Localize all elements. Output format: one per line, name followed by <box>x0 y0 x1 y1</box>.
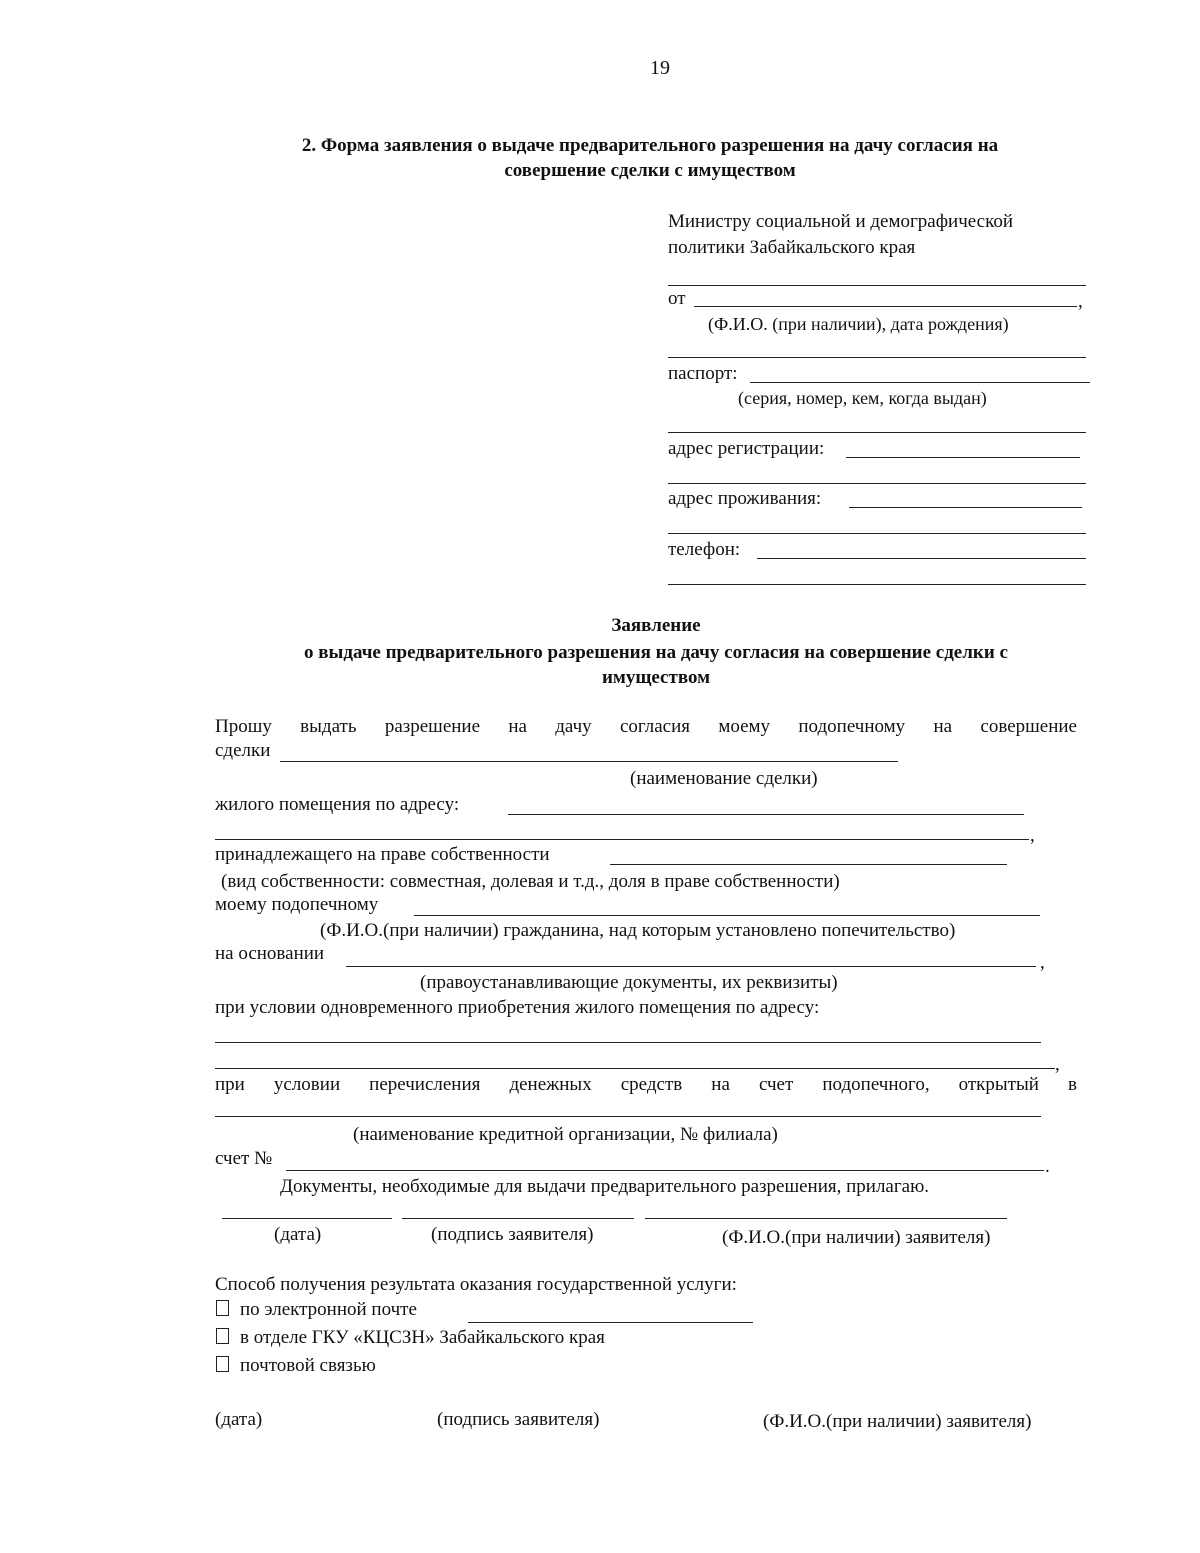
delivery-title: Способ получения результата оказания государственной услуги: <box>215 1274 737 1295</box>
live-address-field[interactable] <box>849 507 1082 508</box>
request-word: моему <box>718 716 771 737</box>
statement-title: Заявление <box>611 615 701 636</box>
transfer-word: условии <box>273 1074 341 1095</box>
transfer-word: подопечного, <box>822 1074 930 1095</box>
passport-hint: (серия, номер, кем, когда выдан) <box>738 388 987 408</box>
premises-label: жилого помещения по адресу: <box>215 794 460 815</box>
reg-address-label: адрес регистрации: <box>668 438 825 459</box>
deal-name-field[interactable] <box>280 761 898 762</box>
transfer-word: перечисления <box>369 1074 481 1095</box>
name-hint-2: (Ф.И.О.(при наличии) заявителя) <box>763 1411 1032 1432</box>
request-word: дачу <box>555 716 592 737</box>
bank-name-field[interactable] <box>215 1116 1041 1117</box>
comma: , <box>1055 1054 1060 1075</box>
date-hint: (дата) <box>274 1224 322 1245</box>
delivery-post-checkbox[interactable] <box>216 1356 229 1372</box>
delivery-email-checkbox[interactable] <box>216 1300 229 1316</box>
basis-field[interactable] <box>346 966 1036 967</box>
documents-text: Документы, необходимые для выдачи предварительного разрешения, прилагаю. <box>280 1176 930 1197</box>
comma: , <box>1030 825 1035 846</box>
date-hint-2: (дата) <box>215 1409 263 1430</box>
premises-address-field-continued[interactable] <box>215 839 1029 840</box>
delivery-office-checkbox[interactable] <box>216 1328 229 1344</box>
date-field[interactable] <box>222 1218 392 1219</box>
transfer-word: открытый <box>958 1074 1039 1095</box>
account-label: счет № <box>215 1148 273 1169</box>
delivery-post-label: почтовой связью <box>240 1355 376 1376</box>
deal-label: сделки <box>215 740 271 761</box>
bank-hint: (наименование кредитной организации, № филиала) <box>353 1124 778 1145</box>
delivery-office-label: в отделе ГКУ «КЦСЗН» Забайкальского края <box>240 1327 605 1348</box>
form-heading-line2: совершение сделки с имуществом <box>504 160 796 181</box>
statement-subtitle-line1: о выдаче предварительного разрешения на дачу согласия на совершение сделки с <box>304 642 1008 663</box>
reg-address-field-continued[interactable] <box>668 483 1086 484</box>
transfer-word: при <box>215 1074 245 1095</box>
delivery-email-label: по электронной почте <box>240 1299 417 1320</box>
transfer-line <box>215 1075 1077 1094</box>
transfer-word: денежных <box>509 1074 592 1095</box>
ward-hint: (Ф.И.О.(при наличии) гражданина, над которым установлено попечительство) <box>320 920 956 941</box>
ward-label: моему подопечному <box>215 894 379 915</box>
name-hint: (Ф.И.О.(при наличии) заявителя) <box>722 1227 991 1248</box>
premises-address-field[interactable] <box>508 814 1024 815</box>
account-number-field[interactable] <box>286 1170 1044 1171</box>
comma: , <box>1040 952 1045 973</box>
phone-field-continued[interactable] <box>668 584 1086 585</box>
ownership-label: принадлежащего на праве собственности <box>215 844 550 865</box>
acquisition-address-field-continued[interactable] <box>215 1068 1055 1069</box>
request-word: согласия <box>619 716 691 737</box>
request-word: на <box>508 716 527 737</box>
request-word: Прошу <box>215 716 272 737</box>
passport-label: паспорт: <box>668 363 738 384</box>
live-address-field-continued[interactable] <box>668 533 1086 534</box>
basis-label: на основании <box>215 943 325 964</box>
acquisition-text: при условии одновременного приобретения жилого помещения по адресу: <box>215 997 820 1018</box>
ownership-hint: (вид собственности: совместная, долевая и т.д., доля в праве собственности) <box>221 871 840 892</box>
signature-hint-2: (подпись заявителя) <box>437 1409 600 1430</box>
from-label: от <box>668 288 686 309</box>
live-address-label: адрес проживания: <box>668 488 822 509</box>
transfer-word: на <box>711 1074 730 1095</box>
phone-label: телефон: <box>668 539 741 560</box>
name-field[interactable] <box>645 1218 1007 1219</box>
transfer-word: счет <box>758 1074 794 1095</box>
addressee-blank-line <box>668 285 1086 286</box>
reg-address-field[interactable] <box>846 457 1080 458</box>
phone-field[interactable] <box>757 558 1086 559</box>
acquisition-address-field[interactable] <box>215 1042 1041 1043</box>
request-word: подопечному <box>798 716 906 737</box>
period: . <box>1045 1156 1050 1177</box>
request-word: разрешение <box>384 716 481 737</box>
signature-field[interactable] <box>402 1218 634 1219</box>
transfer-word: в <box>1067 1074 1077 1095</box>
basis-hint: (правоустанавливающие документы, их реквизиты) <box>420 972 838 993</box>
form-heading-line1: 2. Форма заявления о выдаче предварительного разрешения на дачу согласия на <box>301 135 999 156</box>
from-field[interactable] <box>694 306 1077 307</box>
request-word: на <box>933 716 953 737</box>
statement-subtitle-line2: имуществом <box>601 667 711 688</box>
passport-field-continued[interactable] <box>668 432 1086 433</box>
request-word: совершение <box>980 716 1077 737</box>
addressee-line2: политики Забайкальского края <box>668 237 916 258</box>
passport-field[interactable] <box>750 382 1090 383</box>
page-number: 19 <box>650 57 670 79</box>
email-address-field[interactable] <box>468 1322 753 1323</box>
addressee-line1: Министру социальной и демографической <box>668 211 1014 232</box>
from-hint: (Ф.И.О. (при наличии), дата рождения) <box>708 314 1009 334</box>
request-word: выдать <box>300 716 357 737</box>
signature-hint: (подпись заявителя) <box>431 1224 594 1245</box>
ownership-field[interactable] <box>610 864 1007 865</box>
comma: , <box>1078 291 1083 312</box>
deal-hint: (наименование сделки) <box>630 768 818 789</box>
request-line <box>215 717 1077 736</box>
from-field-continued[interactable] <box>668 357 1086 358</box>
ward-name-field[interactable] <box>414 915 1040 916</box>
transfer-word: средств <box>620 1074 683 1095</box>
